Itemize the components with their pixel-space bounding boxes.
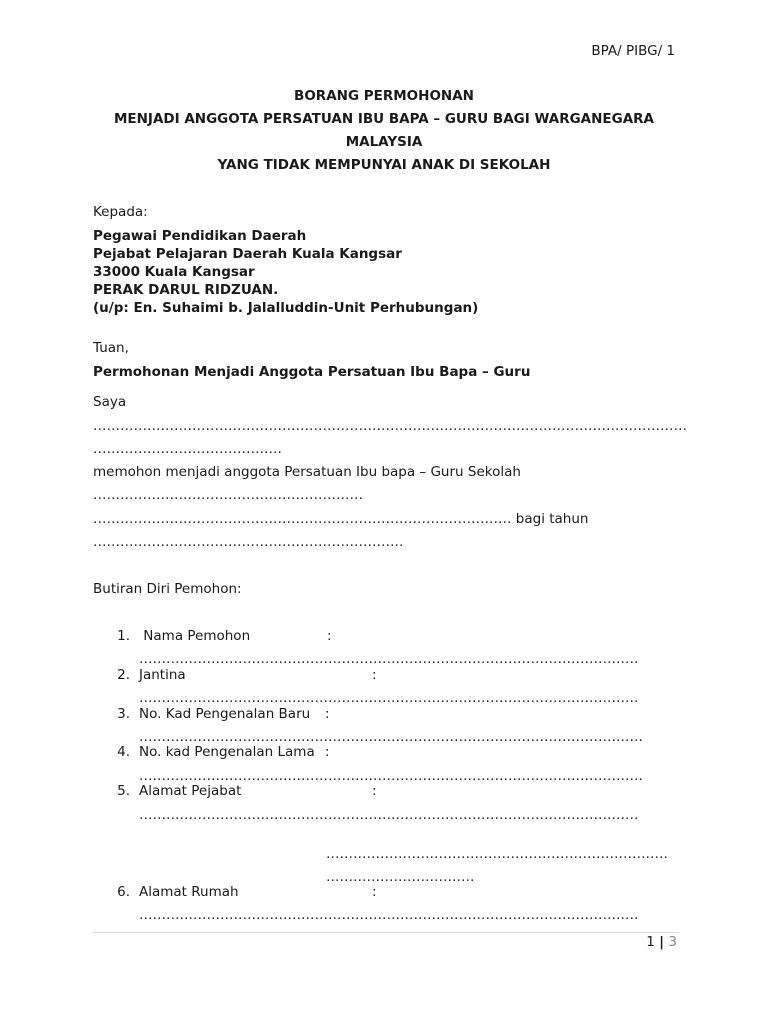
document-reference: BPA/ PIBG/ 1 <box>591 43 675 59</box>
form-subtitle-line1: MENJADI ANGGOTA PERSATUAN IBU BAPA – GURU BAGI WARGANEGARA <box>113 111 655 127</box>
recipient-line: PERAK DARUL RIDZUAN. <box>93 282 279 298</box>
body-memohon: memohon menjadi anggota Persatuan Ibu bapa – Guru Sekolah <box>93 464 521 480</box>
body-saya: Saya <box>93 394 127 410</box>
field-number: 3. <box>117 706 130 722</box>
field-label: No. Kad Pengenalan Baru <box>139 706 311 722</box>
field-colon: : <box>372 667 377 683</box>
recipient-label: Kepada: <box>93 204 148 220</box>
field-label: Nama Pemohon <box>139 628 251 644</box>
footer-divider <box>93 932 679 933</box>
field-fill-line: …………………………… <box>326 869 475 885</box>
field-label: Alamat Rumah <box>139 884 239 900</box>
field-fill-line: …………………………………………………………………. <box>326 846 668 862</box>
letter-subject: Permohonan Menjadi Anggota Persatuan Ibu Bapa – Guru <box>93 364 531 380</box>
field-colon: : <box>327 628 332 644</box>
form-subtitle-line3: YANG TIDAK MEMPUNYAI ANAK DI SEKOLAH <box>217 157 551 173</box>
field-label: No. kad Pengenalan Lama <box>139 744 315 760</box>
page-number <box>646 934 677 950</box>
field-colon: : <box>372 884 377 900</box>
recipient-line: Pejabat Pelajaran Daerah Kuala Kangsar <box>93 246 402 262</box>
field-label: Jantina <box>139 667 186 683</box>
fill-in-line: …………………………………… <box>93 441 282 457</box>
field-colon: : <box>325 744 330 760</box>
recipient-line: 33000 Kuala Kangsar <box>93 264 255 280</box>
field-colon: : <box>372 783 377 799</box>
page-separator: | <box>659 934 665 950</box>
field-fill-line: …………………………………………………………………………………………………. <box>139 768 643 784</box>
section-label: Butiran Diri Pemohon: <box>93 581 242 597</box>
recipient-line: (u/p: En. Suhaimi b. Jalalluddin-Unit Perhubungan) <box>93 300 479 316</box>
salutation: Tuan, <box>93 340 129 356</box>
field-fill-line: ………………………………………………………………………………………………… <box>139 690 639 706</box>
fill-in-line: …………………………………………………… <box>93 487 363 503</box>
field-number: 5. <box>117 783 130 799</box>
fill-in-line-bagi-tahun: ………………………………………………………………………………… bagi tahun <box>93 511 589 527</box>
field-colon: : <box>325 706 330 722</box>
field-number: 1. <box>117 628 130 644</box>
field-number: 6. <box>117 884 130 900</box>
field-fill-line: ………………………………………………………………………………………………… <box>139 651 639 667</box>
field-fill-line: ………………………………………………………………………………………………… <box>139 907 639 923</box>
field-label: Alamat Pejabat <box>139 783 242 799</box>
field-number: 4. <box>117 744 130 760</box>
fill-in-line: …………………………………………………………………………………………………………………… <box>93 418 687 434</box>
form-title: BORANG PERMOHONAN <box>294 88 474 104</box>
field-fill-line: ………………………………………………………………………………………………… <box>139 807 639 823</box>
field-number: 2. <box>117 667 130 683</box>
recipient-line: Pegawai Pendidikan Daerah <box>93 228 307 244</box>
fill-in-line: …………………………………………………………… <box>93 534 404 550</box>
page-total: 3 <box>668 934 677 950</box>
field-fill-line: …………………………………………………………………………………………………. <box>139 729 643 745</box>
page-current: 1 <box>646 934 655 950</box>
form-subtitle-line2: MALAYSIA <box>345 134 423 150</box>
